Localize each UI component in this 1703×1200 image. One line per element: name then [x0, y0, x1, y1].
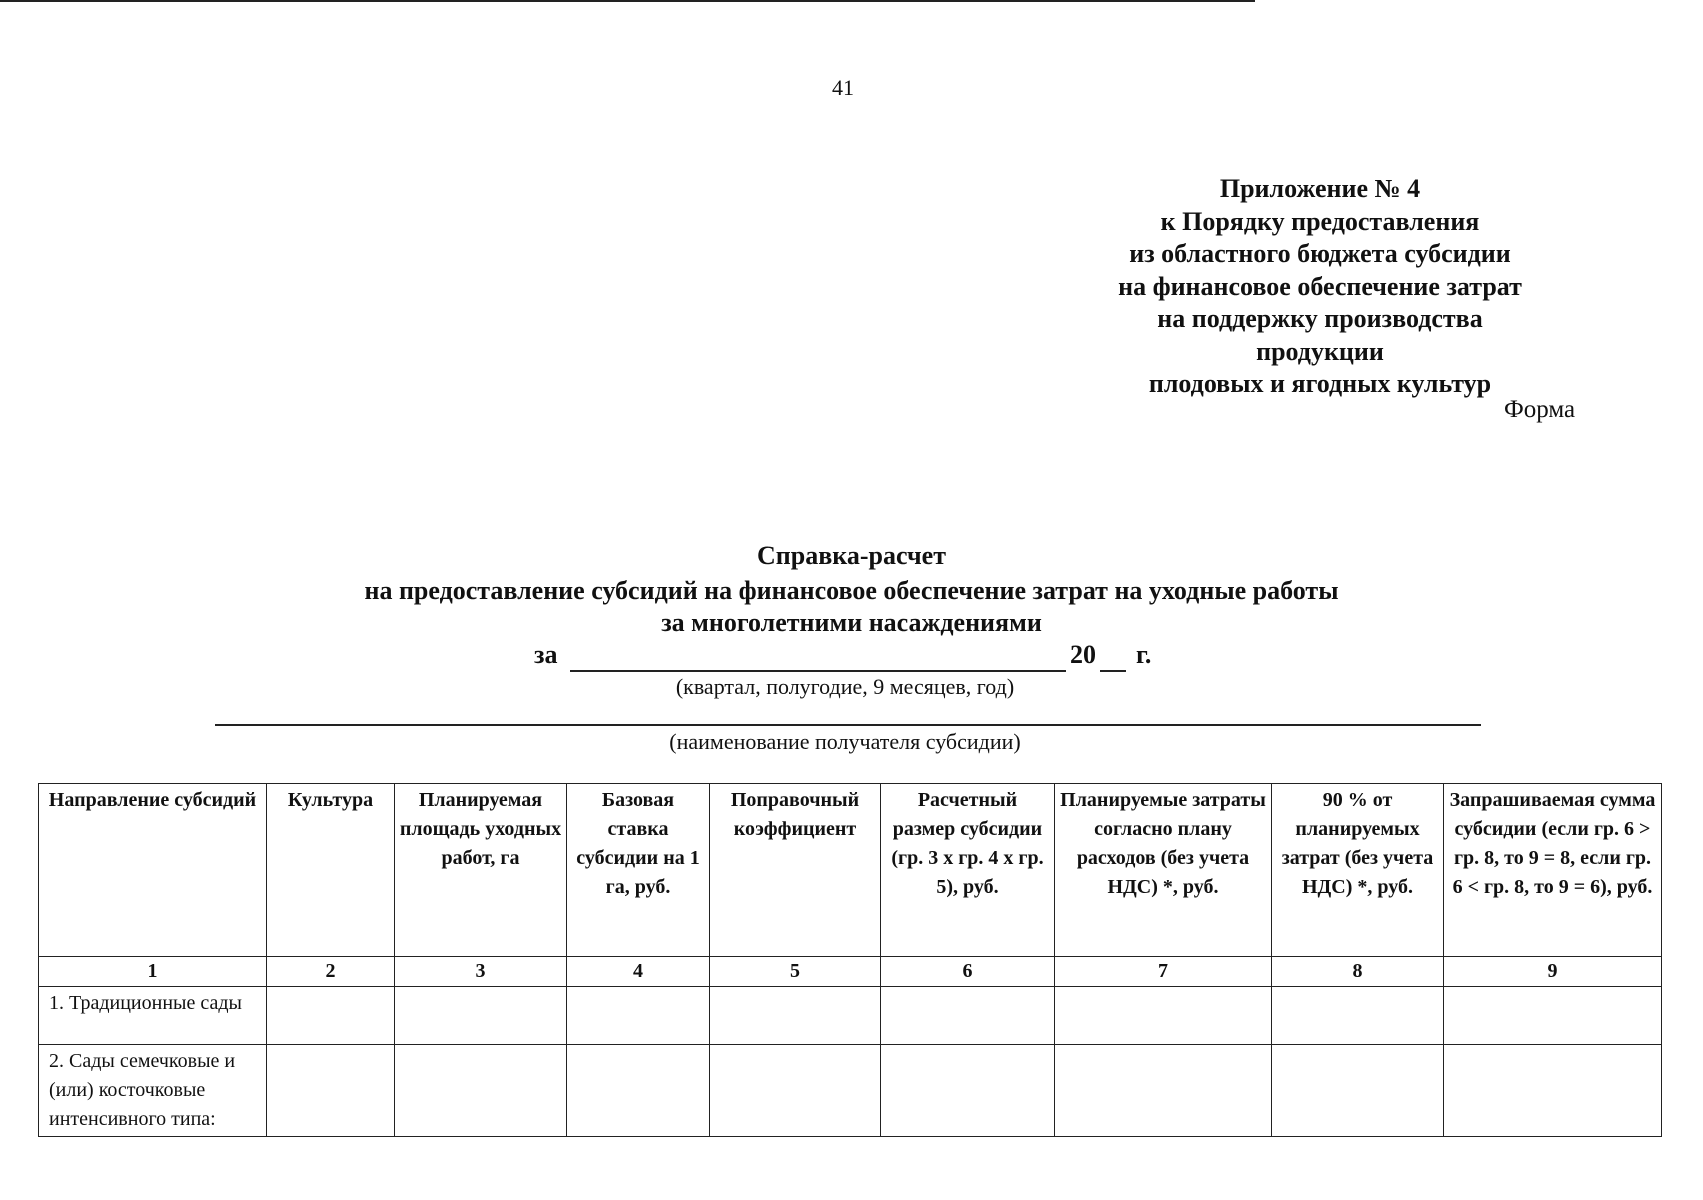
column-header: Запрашиваемая сумма субсидии (если гр. 6 > гр. 8, то 9 = 8, если гр. 6 < гр. 8, то 9 = 6), руб.: [1444, 784, 1662, 957]
appendix-line: Приложение № 4: [1219, 174, 1421, 203]
table-cell: [1444, 987, 1662, 1045]
document-subtitle: на предоставление субсидий на финансовое обеспечение затрат на уходные работы: [364, 576, 1339, 605]
document-subtitle: за многолетними насаждениями: [661, 608, 1042, 637]
period-blank-line: [570, 670, 1066, 672]
table-header-row: [39, 784, 1662, 957]
appendix-header: [1110, 173, 1530, 401]
table-row: [39, 1045, 1662, 1137]
column-header: Направление субсидий: [39, 784, 267, 957]
column-header: Планируемые затраты согласно плану расходов (без учета НДС) *, руб.: [1055, 784, 1272, 957]
recipient-blank-line: [215, 724, 1481, 726]
table-cell: [267, 987, 395, 1045]
table-cell: [881, 987, 1055, 1045]
year-prefix: 20: [1070, 640, 1096, 669]
table-cell: [1444, 1045, 1662, 1137]
table-cell: [881, 1045, 1055, 1137]
year-blank-line: [1100, 670, 1126, 672]
table-cell: [1272, 987, 1444, 1045]
appendix-line: к Порядку предоставления: [1160, 206, 1480, 236]
table-cell: [1055, 987, 1272, 1045]
column-number: 8: [1272, 957, 1444, 987]
table-cell: [710, 987, 881, 1045]
column-header: Планируемая площадь уходных работ, га: [395, 784, 567, 957]
row-direction-cell: 2. Сады семечковые и (или) косточковые интенсивного типа:: [39, 1045, 267, 1137]
top-border-line: [0, 0, 1255, 2]
column-number-row: [39, 957, 1662, 987]
column-number: 4: [567, 957, 710, 987]
table-row: [39, 987, 1662, 1045]
page-number: 41: [832, 75, 854, 100]
form-label: Форма: [1504, 396, 1576, 423]
document-title: Справка-расчет: [757, 541, 946, 570]
table-cell: [567, 987, 710, 1045]
table-cell: [267, 1045, 395, 1137]
column-number: 2: [267, 957, 395, 987]
column-number: 7: [1055, 957, 1272, 987]
appendix-line: на поддержку производства продукции: [1157, 304, 1483, 366]
column-number: 6: [881, 957, 1055, 987]
table-cell: [710, 1045, 881, 1137]
table-cell: [395, 987, 567, 1045]
year-suffix: г.: [1136, 640, 1152, 669]
appendix-line: плодовых и ягодных культур: [1148, 369, 1492, 398]
column-header: Поправочный коэффициент: [710, 784, 881, 957]
table-cell: [567, 1045, 710, 1137]
column-header: 90 % от планируемых затрат (без учета НДС) *, руб.: [1272, 784, 1444, 957]
column-header: Базовая ставка субсидии на 1 га, руб.: [567, 784, 710, 957]
appendix-line: на финансовое обеспечение затрат: [1118, 271, 1522, 301]
column-header: Культура: [267, 784, 395, 957]
column-number: 3: [395, 957, 567, 987]
period-caption: (квартал, полугодие, 9 месяцев, год): [675, 674, 1015, 699]
row-direction-cell: 1. Традиционные сады: [39, 987, 267, 1045]
appendix-line: из областного бюджета субсидии: [1129, 239, 1511, 268]
table-cell: [1272, 1045, 1444, 1137]
recipient-caption: (наименование получателя субсидии): [669, 729, 1021, 754]
column-number: 9: [1444, 957, 1662, 987]
calculation-table: [38, 783, 1662, 1137]
column-number: 5: [710, 957, 881, 987]
column-header: Расчетный размер субсидии (гр. 3 х гр. 4 х гр. 5), руб.: [881, 784, 1055, 957]
table-cell: [395, 1045, 567, 1137]
table-cell: [1055, 1045, 1272, 1137]
column-number: 1: [39, 957, 267, 987]
period-prefix: за: [534, 640, 558, 669]
